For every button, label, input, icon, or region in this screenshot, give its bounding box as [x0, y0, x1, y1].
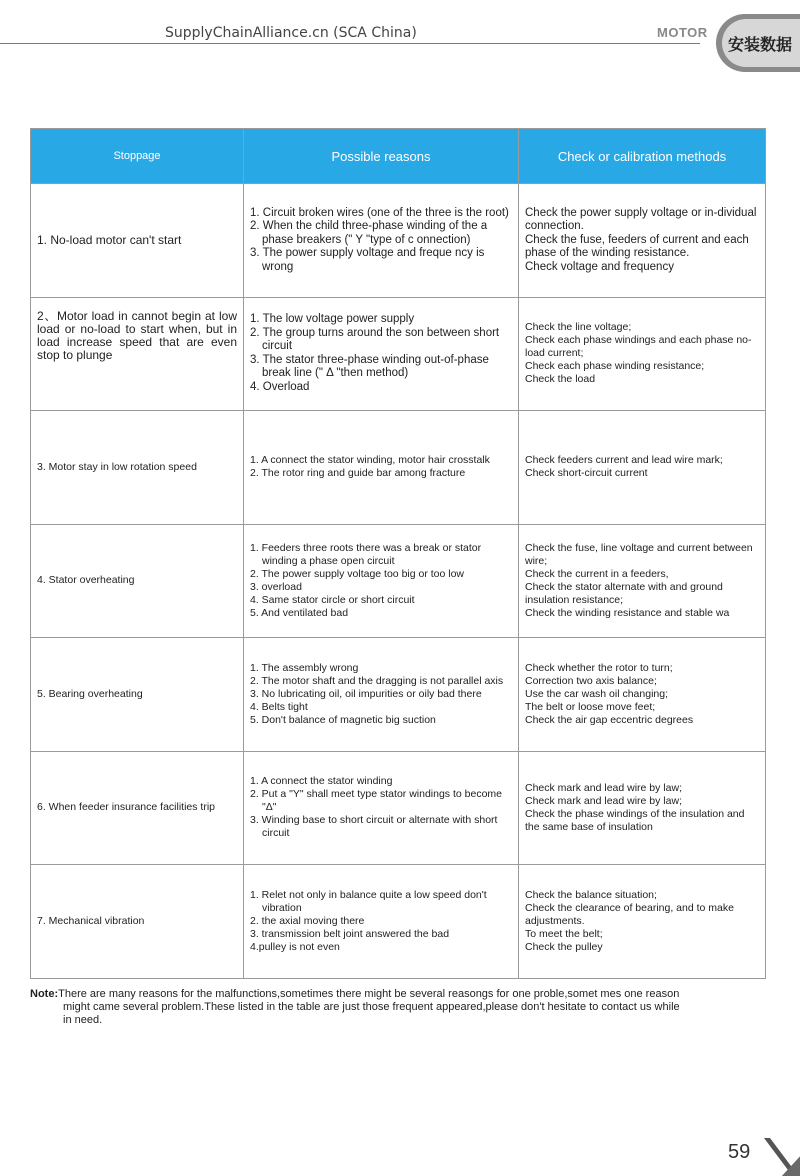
check-item: Check the fuse, line voltage and current between wire; — [525, 541, 753, 567]
stoppage-cell: 6. When feeder insurance facilities trip — [31, 751, 244, 865]
checks-cell — [519, 411, 766, 525]
reason-item: 3. The power supply voltage and freque ncy is wrong — [250, 247, 485, 273]
corner-mark-icon — [764, 1138, 800, 1176]
check-item: Check voltage and frequency — [525, 260, 674, 273]
check-item: Check the winding resistance and stable wa — [525, 606, 730, 619]
checks-cell — [519, 297, 766, 411]
stoppage-cell: 1. No-load motor can't start — [31, 184, 244, 298]
reason-item: 2. The motor shaft and the dragging is not parallel axis — [250, 674, 504, 687]
check-item: The belt or loose move feet; — [525, 700, 656, 713]
table-row — [31, 524, 766, 638]
note-label: Note: — [30, 988, 59, 1000]
reason-item: 1. Circuit broken wires (one of the three is the root) — [250, 206, 509, 219]
section-tab-label: 安装数据 — [728, 35, 793, 54]
note-line-1: There are many reasons for the malfunctions,sometimes there might be several reasongs for one proble,somet mes one reason — [58, 988, 680, 1000]
table-row — [31, 751, 766, 865]
check-item: Check the power supply voltage or in-dividual connection. — [525, 206, 757, 232]
table-row — [31, 865, 766, 979]
stoppage-cell: 5. Bearing overheating — [31, 638, 244, 752]
reason-item: 4. Belts tight — [250, 700, 308, 713]
stoppage-cell: 7. Mechanical vibration — [31, 865, 244, 979]
reasons-cell — [244, 184, 519, 298]
check-item: Check each phase windings and each phase no-load current; — [525, 334, 752, 360]
checks-cell — [519, 865, 766, 979]
header-rule — [0, 43, 700, 44]
site-name: SupplyChainAlliance.cn (SCA China) — [165, 25, 417, 41]
reason-item: 4. Overload — [250, 380, 310, 393]
reasons-cell — [244, 751, 519, 865]
reasons-cell — [244, 297, 519, 411]
footnote — [30, 988, 770, 1027]
check-item: Check the air gap eccentric degrees — [525, 713, 694, 726]
page-header — [0, 0, 800, 70]
header-possible-reasons: Possible reasons — [244, 129, 519, 184]
reasons-cell — [244, 524, 519, 638]
checks-cell — [519, 751, 766, 865]
note-line-3: in need. — [63, 1014, 103, 1026]
reason-item: 2. When the child three-phase winding of the a phase breakers (" Y "type of c onnection) — [250, 220, 488, 246]
table-row — [31, 297, 766, 411]
table-row — [31, 638, 766, 752]
section-label: MOTOR — [657, 25, 708, 40]
reason-item: 1. The low voltage power supply — [250, 313, 415, 326]
reasons-cell — [244, 865, 519, 979]
check-item: Check each phase winding resistance; — [525, 360, 705, 373]
reasons-cell — [244, 411, 519, 525]
check-item: To meet the belt; — [525, 927, 603, 940]
check-item: Check short-circuit current — [525, 467, 648, 480]
reason-item: 5. And ventilated bad — [250, 606, 349, 619]
reason-item: 4.pulley is not even — [250, 940, 340, 953]
check-item: Check the clearance of bearing, and to make adjustments. — [525, 901, 734, 927]
reason-item: 3. The stator three-phase winding out-of-phase break line (" Δ "then method) — [250, 353, 489, 380]
check-item: Check the fuse, feeders of current and each phase of the winding resistance. — [525, 233, 749, 259]
check-item: Check mark and lead wire by law; — [525, 794, 682, 807]
stoppage-cell: 2、Motor load in cannot begin at low load or no-load to start when, but in load increase speed that are even stop to plunge — [31, 297, 244, 411]
reason-item: 3. Winding base to short circuit or alternate with short circuit — [250, 814, 498, 840]
table-header-row — [31, 129, 766, 184]
reason-item: 2. Put a "Y" shall meet type stator windings to become "Δ" — [250, 788, 502, 814]
header-check-methods: Check or calibration methods — [519, 129, 766, 184]
stoppage-cell: 4. Stator overheating — [31, 524, 244, 638]
check-item: Check the current in a feeders, — [525, 567, 669, 580]
reason-item: 2. The group turns around the son between short circuit — [250, 326, 500, 353]
fault-table — [30, 128, 766, 979]
check-item: Check feeders current and lead wire mark; — [525, 454, 723, 467]
reason-item: 1. A connect the stator winding — [250, 775, 393, 788]
reason-item: 2. The rotor ring and guide bar among fracture — [250, 467, 466, 480]
header-stoppage: Stoppage — [31, 129, 244, 184]
reason-item: 4. Same stator circle or short circuit — [250, 593, 415, 606]
checks-cell — [519, 638, 766, 752]
reason-item: 3. No lubricating oil, oil impurities or oily bad there — [250, 687, 482, 700]
check-item: Use the car wash oil changing; — [525, 687, 668, 700]
note-line-2: might came several problem.These listed in the table are just those frequent appeared,please don't hesitate to contact us while — [63, 1001, 680, 1013]
stoppage-cell: 3. Motor stay in low rotation speed — [31, 411, 244, 525]
reason-item: 5. Don't balance of magnetic big suction — [250, 713, 436, 726]
reasons-cell — [244, 638, 519, 752]
reason-item: 2. the axial moving there — [250, 914, 365, 927]
checks-cell — [519, 524, 766, 638]
reason-item: 1. The assembly wrong — [250, 661, 359, 674]
reason-item: 2. The power supply voltage too big or too low — [250, 567, 465, 580]
reason-item: 1. A connect the stator winding, motor hair crosstalk — [250, 454, 490, 467]
check-item: Check the line voltage; — [525, 321, 632, 334]
page-number: 59 — [728, 1141, 751, 1163]
checks-cell — [519, 184, 766, 298]
check-item: Check the pulley — [525, 940, 603, 953]
check-item: Check mark and lead wire by law; — [525, 781, 682, 794]
check-item: Check the phase windings of the insulation and the same base of insulation — [525, 807, 745, 833]
table-row — [31, 411, 766, 525]
table-row — [31, 184, 766, 298]
reason-item: 1. Relet not only in balance quite a low speed don't vibration — [250, 888, 487, 914]
reason-item: 3. transmission belt joint answered the bad — [250, 927, 450, 940]
check-item: Check whether the rotor to turn; — [525, 661, 673, 674]
check-item: Correction two axis balance; — [525, 674, 657, 687]
check-item: Check the balance situation; — [525, 888, 657, 901]
check-item: Check the stator alternate with and ground insulation resistance; — [525, 580, 723, 606]
reason-item: 3. overload — [250, 580, 302, 593]
reason-item: 1. Feeders three roots there was a break or stator winding a phase open circuit — [250, 541, 482, 567]
check-item: Check the load — [525, 373, 596, 386]
